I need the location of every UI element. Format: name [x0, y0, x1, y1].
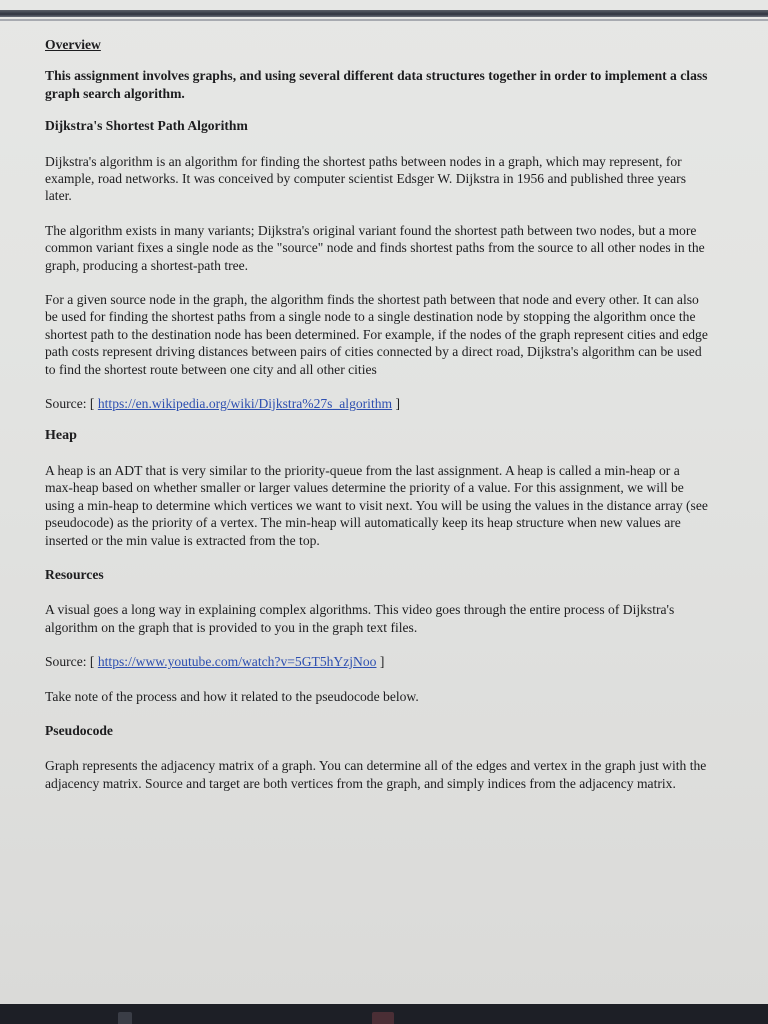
top-rule [0, 10, 768, 17]
resources-source-line [45, 653, 710, 670]
heap-paragraph: A heap is an ADT that is very similar to the priority-queue from the last assignment. A heap is called a min-heap or a max-heap based on whether smaller or larger values determine the priority of a value. For this assignment, we will be using a min-heap to determine which vertices we want to visit next. You will be using the values in the distance array (see pseudocode) as the priority of a vertex. The min-heap will automatically keep its heap structure when new values are inserted or the min value is extracted from the top. [45, 462, 708, 548]
taskbar-app-icon[interactable] [118, 1012, 132, 1024]
source-prefix: Source: [ [45, 654, 95, 670]
resources-paragraph: A visual goes a long way in explaining complex algorithms. This video goes through the entire process of Dijkstra's algorithm on the graph that is provided to you in the graph text files. [45, 602, 675, 635]
dijkstra-heading: Dijkstra's Shortest Path Algorithm [45, 118, 248, 134]
resources-heading: Resources [45, 566, 104, 582]
source-prefix: Source: [ [45, 396, 95, 412]
assignment-document [45, 36, 710, 809]
dijkstra-paragraph-2: The algorithm exists in many variants; Dijkstra's original variant found the shortest path between two nodes, but a more common variant fixes a single node as the "source" node and finds shortest paths from the source to all other nodes in the graph, producing a shortest-path tree. [45, 222, 705, 273]
taskbar-app-icon[interactable] [372, 1012, 394, 1024]
overview-intro: This assignment involves graphs, and using several different data structures together in order to implement a class graph search algorithm. [45, 68, 708, 101]
dijkstra-paragraph-3: For a given source node in the graph, the algorithm finds the shortest path between that node and every other. It can also be used for finding the shortest paths from a single node to a single destination node by stopping the algorithm once the shortest path to the destination node has been determined. For example, if the nodes of the graph represent cities and edge path costs represent driving distances between pairs of cities connected by a direct road, Dijkstra's algorithm can be used to find the shortest route between one city and all other cities [45, 292, 708, 377]
dijkstra-paragraph-1: Dijkstra's algorithm is an algorithm for finding the shortest paths between nodes in a graph, which may represent, for example, road networks. It was conceived by computer scientist Edsger W. Dijkstra in 1956 and published three years later. [45, 153, 687, 204]
pseudocode-paragraph: Graph represents the adjacency matrix of a graph. You can determine all of the edges and vertex in the graph just with the adjacency matrix. Source and target are both vertices from the graph, and simply indices from the adjacency matrix. [45, 758, 707, 791]
dijkstra-source-line [45, 395, 710, 412]
pseudocode-heading: Pseudocode [45, 722, 113, 738]
top-rule-thin [0, 19, 768, 21]
wikipedia-link[interactable]: https://en.wikipedia.org/wiki/Dijkstra%27s_algorithm [97, 396, 393, 412]
source-suffix: ] [395, 396, 401, 412]
source-suffix: ] [379, 654, 385, 670]
overview-title: Overview [45, 37, 101, 52]
heap-heading: Heap [45, 427, 77, 443]
youtube-link[interactable]: https://www.youtube.com/watch?v=5GT5hYzjNoo [97, 654, 377, 670]
resources-note: Take note of the process and how it related to the pseudocode below. [45, 688, 419, 704]
